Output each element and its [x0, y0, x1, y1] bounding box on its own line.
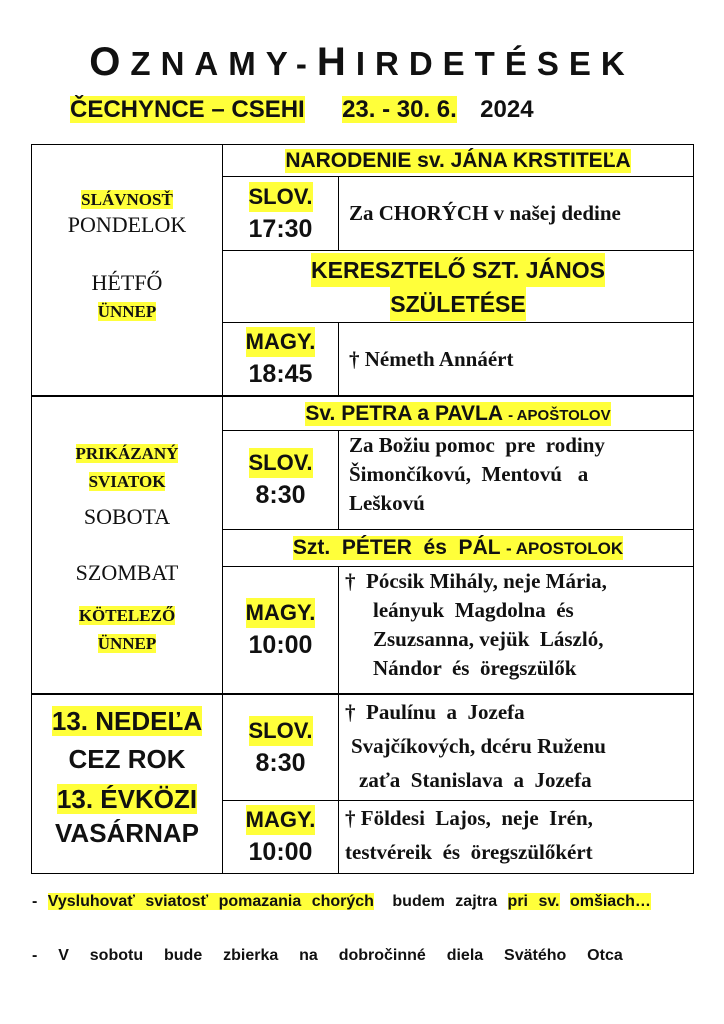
mass-sk-2: SLOV. 8:30	[248, 450, 313, 509]
intent-hu-1: † Németh Annáért	[349, 346, 514, 371]
day-sk: PONDELOK	[67, 212, 187, 237]
intent-sk-1: Za CHORÝCH v našej dedine	[349, 201, 621, 225]
note-2: - V sobotu bude zbierka na dobročinné diela Svätého Otca	[32, 947, 623, 964]
place-label: ČECHYNCE – CSEHI	[70, 96, 305, 123]
heading-sk-1: NARODENIE sv. JÁNA KRSTITEĽA	[285, 148, 631, 172]
block2-left: PRIKÁZANÝ SVIATOK SOBOTA SZOMBAT KÖTELEZŐ ÜNNEP	[75, 444, 179, 653]
intent-hu-3: † Földesi Lajos, neje Irén, testvéreik és öregszülőkért	[345, 806, 593, 864]
feast-sk: SLÁVNOSŤ	[81, 190, 173, 209]
intent-hu-2: † Pócsik Mihály, neje Mária, leányuk Magdolna és Zsuzsanna, vejük László, Nándor és öregszülők	[345, 569, 607, 680]
heading-sk-2: Sv. PETRA a PAVLA - APOŠTOLOV	[305, 401, 611, 425]
mass-hu-1: MAGY. 18:45	[245, 329, 316, 388]
heading-hu-2: Szt. PÉTER és PÁL - APOSTOLOK	[292, 536, 624, 559]
mass-hu-3: MAGY. 10:00	[245, 807, 316, 866]
block1-left	[32, 190, 222, 322]
mass-hu-2: MAGY. 10:00	[245, 600, 316, 659]
mass-sk-1: SLOV. 17:30	[248, 183, 313, 243]
intent-sk-3: † Paulínu a Jozefa Svajčíkových, dcéru Ruženu zaťa Stanislava a Jozefa	[345, 700, 606, 792]
block3-left: 13. NEDEĽA CEZ ROK 13. ÉVKÖZI VASÁRNAP	[51, 706, 203, 848]
note-1: - Vysluhovať sviatosť pomazania chorých budem zajtra pri sv. omšiach…	[32, 893, 651, 910]
date-range: 23. - 30. 6.	[342, 96, 457, 123]
year: 2024	[480, 96, 534, 123]
feast-hu: ÜNNEP	[97, 302, 157, 321]
mass-sk-3: SLOV. 8:30	[248, 717, 313, 777]
day-hu: HÉTFŐ	[91, 270, 163, 295]
page-title: OZNAMY-HIRDETÉSEK	[89, 40, 635, 84]
heading-hu-1: KERESZTELŐ SZT. JÁNOS SZÜLETÉSE	[223, 251, 693, 322]
subtitle	[70, 96, 534, 124]
intent-sk-2: Za Božiu pomoc pre rodiny Šimončíkovú, Mentovú a Leškovú	[349, 433, 605, 515]
